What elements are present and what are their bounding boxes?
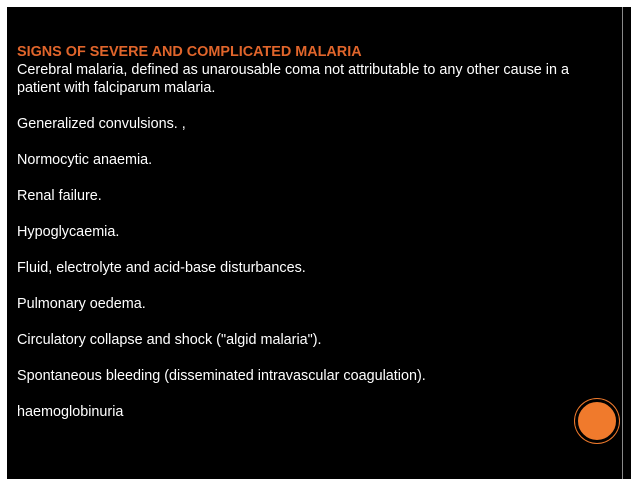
sign-item-pulmonary-oedema: Pulmonary oedema. [17,296,146,312]
sign-item-circulatory-collapse: Circulatory collapse and shock ("algid malaria"). [17,332,322,348]
sign-item-hypoglycaemia: Hypoglycaemia. [17,224,120,240]
sign-item-renal-failure: Renal failure. [17,188,102,204]
sign-item-anaemia: Normocytic anaemia. [17,152,153,168]
slide-title: SIGNS OF SEVERE AND COMPLICATED MALARIA [17,44,362,60]
intro-paragraph: Cerebral malaria, defined as unarousable coma not attributable to any other cause in a patient with falciparum malaria. [17,62,569,96]
vertical-rule [622,7,623,479]
sign-item-haemoglobinuria: haemoglobinuria [17,404,124,420]
sign-item-convulsions: Generalized convulsions. , [17,116,186,132]
slide-content [17,43,597,421]
sign-item-spontaneous-bleeding: Spontaneous bleeding (disseminated intravascular coagulation). [17,368,426,384]
sign-item-fluid-disturbances: Fluid, electrolyte and acid-base disturbances. [17,260,306,276]
